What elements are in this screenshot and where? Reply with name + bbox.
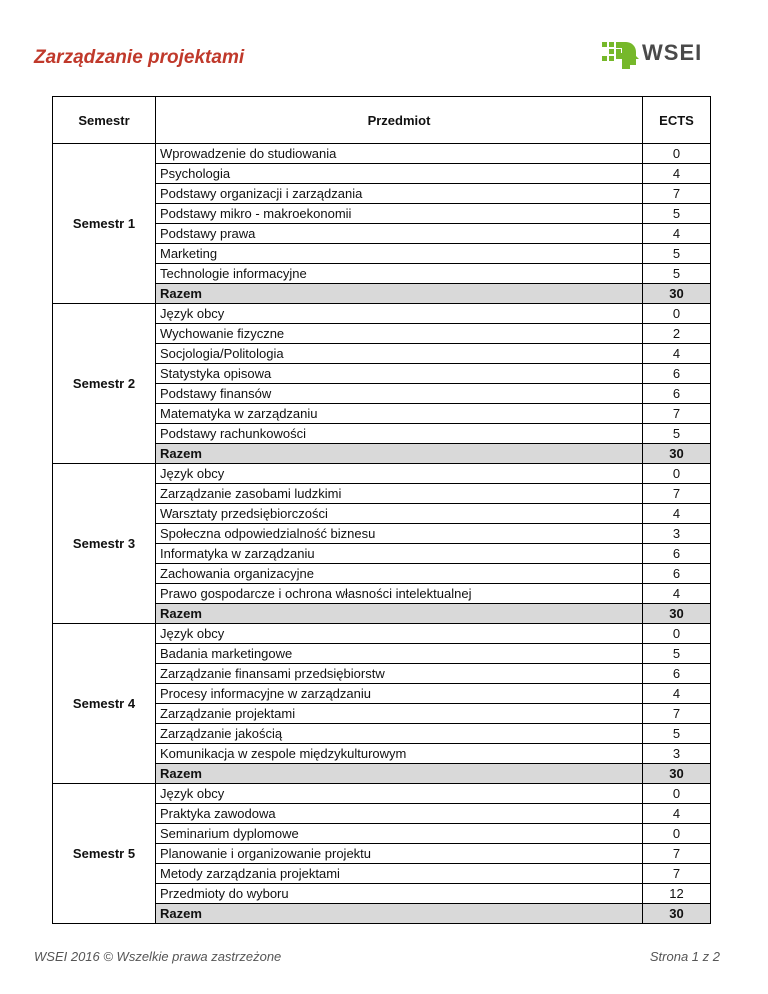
ects-cell: 7: [643, 864, 711, 884]
table-header-row: [53, 97, 711, 144]
ects-cell: 2: [643, 324, 711, 344]
subject-cell: Zarządzanie projektami: [156, 704, 643, 724]
subject-cell: Społeczna odpowiedzialność biznesu: [156, 524, 643, 544]
ects-cell: 0: [643, 304, 711, 324]
ects-cell: 4: [643, 504, 711, 524]
subject-cell: Warsztaty przedsiębiorczości: [156, 504, 643, 524]
subject-cell: Seminarium dyplomowe: [156, 824, 643, 844]
ects-cell: 6: [643, 364, 711, 384]
ects-cell: 30: [643, 604, 711, 624]
header-ects: ECTS: [643, 97, 711, 144]
subject-cell: Podstawy finansów: [156, 384, 643, 404]
ects-cell: 4: [643, 344, 711, 364]
ects-cell: 5: [643, 724, 711, 744]
ects-cell: 4: [643, 584, 711, 604]
ects-cell: 12: [643, 884, 711, 904]
ects-cell: 4: [643, 804, 711, 824]
subject-cell: Podstawy prawa: [156, 224, 643, 244]
ects-cell: 7: [643, 704, 711, 724]
subject-cell: Zarządzanie zasobami ludzkimi: [156, 484, 643, 504]
subject-cell: Wychowanie fizyczne: [156, 324, 643, 344]
subject-cell: Zarządzanie jakością: [156, 724, 643, 744]
subject-cell: Język obcy: [156, 624, 643, 644]
ects-cell: 5: [643, 264, 711, 284]
subject-cell: Komunikacja w zespole międzykulturowym: [156, 744, 643, 764]
subject-cell: Prawo gospodarcze i ochrona własności intelektualnej: [156, 584, 643, 604]
table-row: [53, 784, 711, 804]
ects-cell: 30: [643, 904, 711, 924]
subject-cell: Statystyka opisowa: [156, 364, 643, 384]
table-row: [53, 144, 711, 164]
subject-cell: Język obcy: [156, 784, 643, 804]
ects-cell: 0: [643, 464, 711, 484]
ects-cell: 4: [643, 684, 711, 704]
semester-label: Semestr 4: [53, 624, 156, 784]
ects-cell: 30: [643, 764, 711, 784]
ects-cell: 6: [643, 564, 711, 584]
ects-cell: 5: [643, 244, 711, 264]
ects-cell: 7: [643, 184, 711, 204]
ects-cell: 4: [643, 224, 711, 244]
subject-cell: Podstawy organizacji i zarządzania: [156, 184, 643, 204]
page-title: Zarządzanie projektami: [34, 47, 245, 68]
ects-cell: 4: [643, 164, 711, 184]
header-subject: Przedmiot: [156, 97, 643, 144]
semester-label: Semestr 1: [53, 144, 156, 304]
subject-cell: Razem: [156, 904, 643, 924]
ects-cell: 3: [643, 524, 711, 544]
ects-cell: 30: [643, 284, 711, 304]
footer-copyright: WSEI 2016 © Wszelkie prawa zastrzeżone: [34, 949, 282, 964]
table-row: [53, 624, 711, 644]
semester-label: Semestr 2: [53, 304, 156, 464]
ects-cell: 7: [643, 484, 711, 504]
subject-cell: Razem: [156, 764, 643, 784]
subject-cell: Podstawy mikro - makroekonomii: [156, 204, 643, 224]
curriculum-table: [52, 96, 711, 924]
table-body: [53, 144, 711, 924]
subject-cell: Psychologia: [156, 164, 643, 184]
ects-cell: 5: [643, 204, 711, 224]
subject-cell: Język obcy: [156, 304, 643, 324]
ects-cell: 6: [643, 664, 711, 684]
subject-cell: Razem: [156, 604, 643, 624]
ects-cell: 0: [643, 624, 711, 644]
table-row: [53, 304, 711, 324]
subject-cell: Marketing: [156, 244, 643, 264]
subject-cell: Zarządzanie finansami przedsiębiorstw: [156, 664, 643, 684]
subject-cell: Podstawy rachunkowości: [156, 424, 643, 444]
subject-cell: Zachowania organizacyjne: [156, 564, 643, 584]
subject-cell: Metody zarządzania projektami: [156, 864, 643, 884]
subject-cell: Planowanie i organizowanie projektu: [156, 844, 643, 864]
subject-cell: Przedmioty do wyboru: [156, 884, 643, 904]
subject-cell: Razem: [156, 284, 643, 304]
ects-cell: 6: [643, 384, 711, 404]
semester-label: Semestr 3: [53, 464, 156, 624]
ects-cell: 0: [643, 144, 711, 164]
footer-page-number: Strona 1 z 2: [649, 949, 720, 964]
ects-cell: 30: [643, 444, 711, 464]
table-row: [53, 464, 711, 484]
subject-cell: Procesy informacyjne w zarządzaniu: [156, 684, 643, 704]
subject-cell: Socjologia/Politologia: [156, 344, 643, 364]
ects-cell: 5: [643, 424, 711, 444]
semester-label: Semestr 5: [53, 784, 156, 924]
ects-cell: 0: [643, 784, 711, 804]
ects-cell: 7: [643, 404, 711, 424]
subject-cell: Badania marketingowe: [156, 644, 643, 664]
subject-cell: Język obcy: [156, 464, 643, 484]
ects-cell: 7: [643, 844, 711, 864]
subject-cell: Wprowadzenie do studiowania: [156, 144, 643, 164]
subject-cell: Informatyka w zarządzaniu: [156, 544, 643, 564]
subject-cell: Razem: [156, 444, 643, 464]
header-semester: Semestr: [53, 97, 156, 144]
subject-cell: Praktyka zawodowa: [156, 804, 643, 824]
ects-cell: 3: [643, 744, 711, 764]
ects-cell: 0: [643, 824, 711, 844]
subject-cell: Matematyka w zarządzaniu: [156, 404, 643, 424]
ects-cell: 6: [643, 544, 711, 564]
logo-text: WSEI: [642, 40, 703, 65]
ects-cell: 5: [643, 644, 711, 664]
subject-cell: Technologie informacyjne: [156, 264, 643, 284]
